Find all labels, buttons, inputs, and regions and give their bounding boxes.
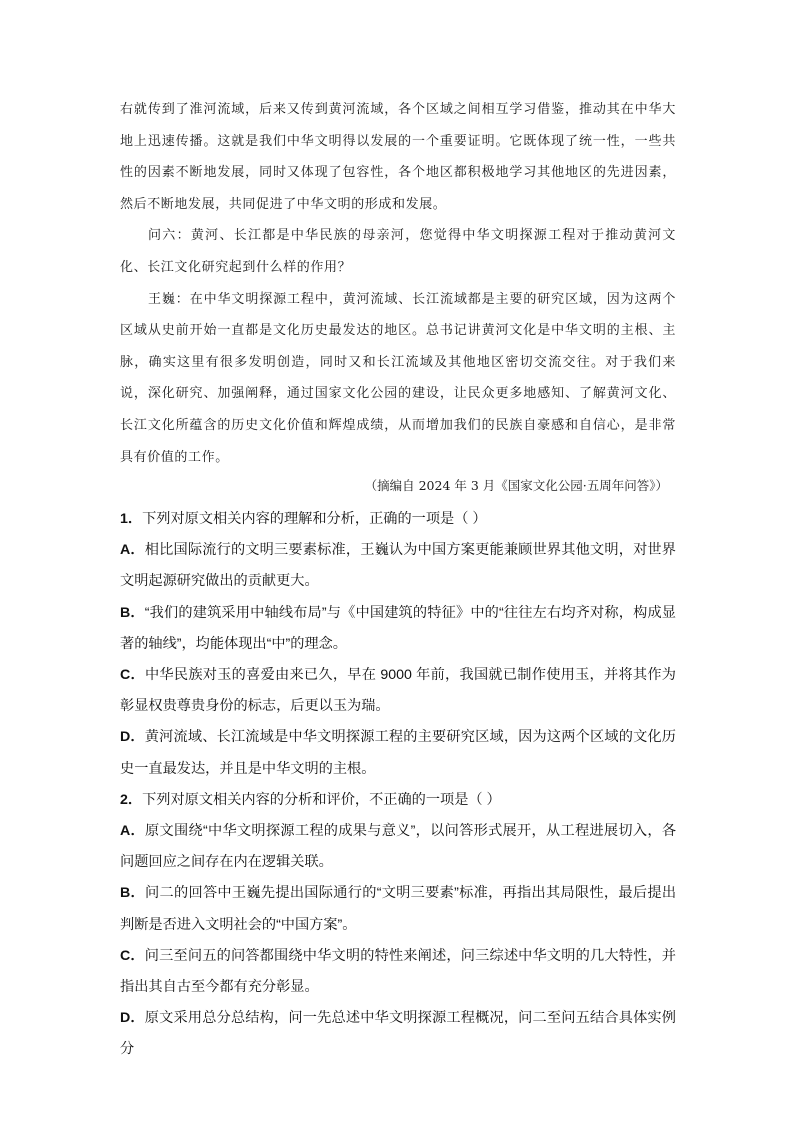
question-1-option-d[interactable] <box>120 722 676 784</box>
option-text: 相比国际流行的文明三要素标准，王巍认为中国方案更能兼顾世界其他文明，对世界文明起源研究做出的贡献更大。 <box>120 542 676 590</box>
question-list <box>120 504 676 1066</box>
passage-paragraph-1: 右就传到了淮河流域，后来又传到黄河流域，各个区域之间相互学习借鉴，推动其在中华大地上迅速传播。这就是我们中华文明得以发展的一个重要证明。它既体现了统一性，一些共性的因素不断地发展，同时又体现了包容性，各个地区都积极地学习其他地区的先进因素，然后不断地发展，共同促进了中华文明的形成和发展。 <box>120 102 676 212</box>
option-label: C． <box>120 947 145 964</box>
option-text: 中华民族对玉的喜爱由来已久，早在 9000 年前，我国就已制作使用玉，并将其作为彰显权贵尊贵身份的标志，后更以玉为瑞。 <box>120 667 676 715</box>
question-2-option-a[interactable] <box>120 816 676 878</box>
question-2-option-c[interactable] <box>120 941 676 1003</box>
question-1-option-b[interactable] <box>120 598 676 660</box>
option-text: 黄河流域、长江流域是中华文明探源工程的主要研究区域，因为这两个区域的文化历史一直最发达，并且是中华文明的主根。 <box>120 729 676 777</box>
option-text: 原文采用总分总结构，问一先总述中华文明探源工程概况，问二至问五结合具体实例分 <box>120 1010 676 1058</box>
option-text: “我们的建筑采用中轴线布局”与《中国建筑的特征》中的“往往左右均齐对称，构成显著的轴线”，均能体现出“中”的理念。 <box>120 604 676 652</box>
question-2-option-b[interactable] <box>120 878 676 940</box>
question-1-option-a[interactable] <box>120 535 676 597</box>
passage-paragraph-question-6: 问六：黄河、长江都是中华民族的母亲河，您觉得中华文明探源工程对于推动黄河文化、长江文化研究起到什么样的作用？ <box>120 228 676 275</box>
question-1-stem <box>120 504 676 535</box>
option-label: A． <box>120 823 146 840</box>
option-label: D． <box>120 729 145 746</box>
question-1-option-c[interactable] <box>120 660 676 722</box>
option-text: 问二的回答中王巍先提出国际通行的“文明三要素”标准，再指出其局限性，最后提出判断是否进入文明社会的“中国方案”。 <box>120 885 677 933</box>
option-label: B． <box>120 885 146 902</box>
question-stem-text: 下列对原文相关内容的理解和分析，正确的一项是（ ） <box>142 511 487 527</box>
passage-excerpt <box>120 94 676 473</box>
source-citation: （摘编自 2024 年 3 月《国家文化公园·五周年问答》） <box>364 478 668 493</box>
option-text: 问三至问五的问答都围绕中华文明的特性来阐述，问三综述中华文明的几大特性，并指出其自古至今都有充分彰显。 <box>120 947 676 996</box>
option-label: B． <box>120 604 145 621</box>
question-number: 2． <box>120 791 143 808</box>
question-2-stem <box>120 785 676 816</box>
passage-paragraph-answer-6: 王巍：在中华文明探源工程中，黄河流域、长江流域都是主要的研究区域，因为这两个区域从史前开始一直都是文化历史最发达的地区。总书记讲黄河文化是中华文明的主根、主脉，确实这里有很多发明创造，同时又和长江流域及其他地区密切交流交往。对于我们来说，深化研究、加强阐释，通过国家文化公园的建设，让民众更多地感知、了解黄河文化、长江文化所蕴含的历史文化价值和辉煌成绩，从而增加我们的民族自豪感和自信心，是非常具有价值的工作。 <box>120 291 676 465</box>
question-2-option-d[interactable] <box>120 1003 676 1065</box>
option-label: C． <box>120 667 145 684</box>
option-text: 原文围绕“中华文明探源工程的成果与意义”，以问答形式展开，从工程进展切入，各问题回应之间存在内在逻辑关联。 <box>120 823 677 871</box>
option-label: A． <box>120 542 145 559</box>
question-stem-text: 下列对原文相关内容的分析和评价，不正确的一项是（ ） <box>142 791 501 808</box>
option-label: D． <box>120 1010 145 1027</box>
question-number: 1． <box>120 511 143 527</box>
